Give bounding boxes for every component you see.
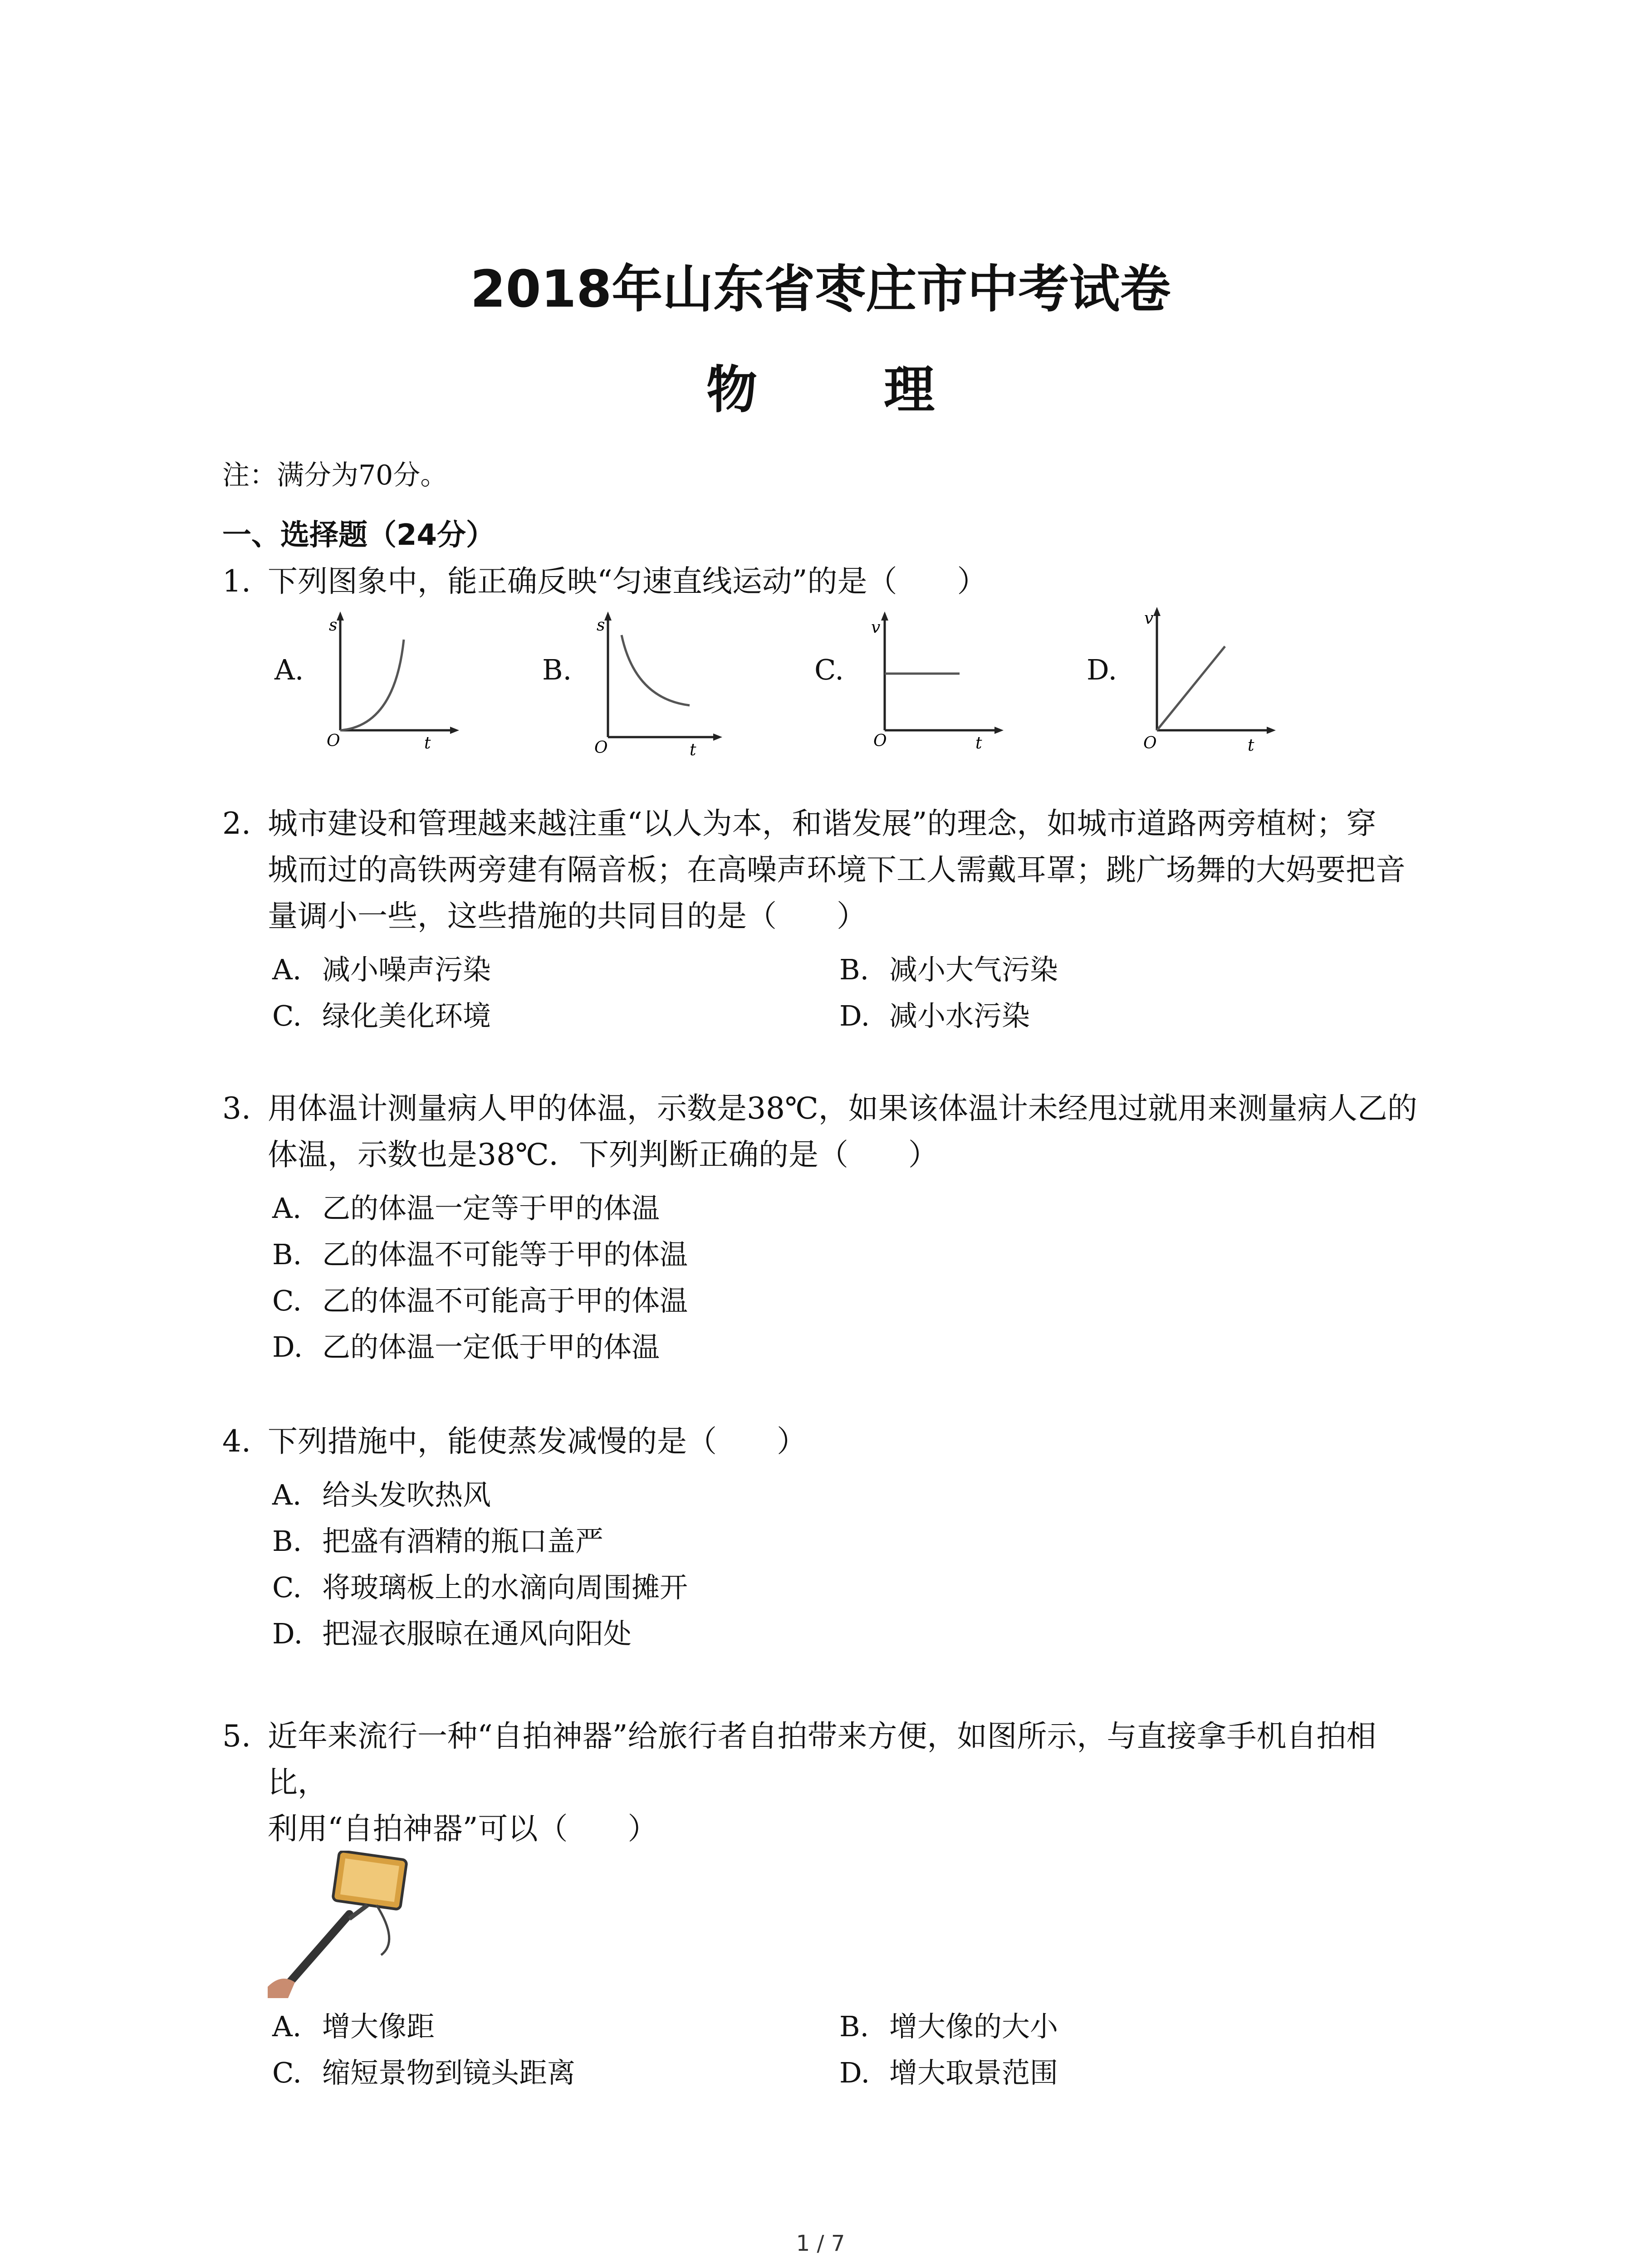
question-line: 用体温计测量病人甲的体温，示数是38℃，如果该体温计未经甩过就用来测量病人乙的 bbox=[268, 1091, 1417, 1126]
exam-title: 2018年山东省枣庄市中考试卷 bbox=[470, 260, 1171, 319]
question-number: 2. bbox=[222, 806, 251, 841]
question-line: 量调小一些，这些措施的共同目的是（ ） bbox=[268, 899, 867, 934]
option-a: A. 减小噪声污染 bbox=[272, 953, 491, 986]
graph-d bbox=[1134, 603, 1279, 758]
option-label-c: C. bbox=[814, 653, 844, 686]
origin-label: O bbox=[873, 732, 887, 750]
option-d: D. 增大取景范围 bbox=[839, 2056, 1058, 2089]
question-line: 城市建设和管理越来越注重“以人为本，和谐发展”的理念，如城市道路两旁植树；穿 bbox=[268, 806, 1376, 841]
origin-label: O bbox=[1143, 734, 1157, 753]
option-label-b: B. bbox=[542, 653, 572, 686]
option-a: A. 乙的体温一定等于甲的体温 bbox=[272, 1192, 660, 1225]
option-label-d: D. bbox=[1087, 653, 1117, 686]
option-label-a: A. bbox=[274, 653, 304, 686]
origin-label: O bbox=[594, 738, 608, 757]
question-text: 下列图象中，能正确反映“匀速直线运动”的是（ ） bbox=[268, 564, 987, 599]
option-c: C. 缩短景物到镜头距离 bbox=[272, 2056, 576, 2089]
section-heading: 一、选择题（24分） bbox=[222, 518, 495, 552]
option-c: C. 绿化美化环境 bbox=[272, 999, 491, 1032]
option-b: B. 乙的体温不可能等于甲的体温 bbox=[272, 1238, 688, 1271]
score-note: 注：满分为70分。 bbox=[222, 459, 448, 491]
option-d: D. 乙的体温一定低于甲的体温 bbox=[272, 1330, 660, 1364]
y-axis-label: s bbox=[329, 616, 338, 635]
question-line: 利用“自拍神器”可以（ ） bbox=[268, 1811, 658, 1846]
question-number: 5. bbox=[222, 1719, 251, 1754]
option-d: D. 减小水污染 bbox=[839, 999, 1030, 1032]
selfie-stick-image bbox=[263, 1851, 426, 2000]
question-line: 体温，示数也是38℃．下列判断正确的是（ ） bbox=[268, 1137, 938, 1172]
x-axis-label: t bbox=[1248, 736, 1254, 755]
option-c: C. 乙的体温不可能高于甲的体温 bbox=[272, 1284, 688, 1317]
y-axis-label: s bbox=[597, 616, 605, 635]
option-a: A. 增大像距 bbox=[272, 2010, 435, 2043]
question-line: 城而过的高铁两旁建有隔音板；在高噪声环境下工人需戴耳罩；跳广场舞的大妈要把音 bbox=[268, 852, 1406, 887]
x-axis-label: t bbox=[690, 741, 696, 759]
question-number: 4. bbox=[222, 1424, 251, 1459]
option-c: C. 将玻璃板上的水滴向周围摊开 bbox=[272, 1571, 688, 1604]
graph-c bbox=[862, 608, 1007, 753]
option-b: B. 增大像的大小 bbox=[839, 2010, 1058, 2043]
graph-b bbox=[585, 608, 730, 762]
subject-title: 物 理 bbox=[706, 361, 989, 420]
option-b: B. 把盛有酒精的瓶口盖严 bbox=[272, 1525, 604, 1558]
question-line: 比， bbox=[268, 1765, 328, 1800]
option-b: B. 减小大气污染 bbox=[839, 953, 1058, 986]
x-axis-label: t bbox=[975, 734, 982, 753]
origin-label: O bbox=[327, 732, 340, 750]
option-a: A. 给头发吹热风 bbox=[272, 1478, 491, 1511]
question-line: 近年来流行一种“自拍神器”给旅行者自拍带来方便，如图所示，与直接拿手机自拍相 bbox=[268, 1719, 1376, 1754]
option-d: D. 把湿衣服晾在通风向阳处 bbox=[272, 1617, 632, 1650]
page-number: 1 / 7 bbox=[796, 2231, 845, 2256]
y-axis-label: v bbox=[1144, 609, 1154, 628]
question-number: 1. bbox=[222, 564, 251, 599]
y-axis-label: v bbox=[871, 618, 881, 637]
x-axis-label: t bbox=[424, 734, 431, 753]
graph-a bbox=[318, 608, 463, 753]
question-number: 3. bbox=[222, 1091, 251, 1126]
question-line: 下列措施中，能使蒸发减慢的是（ ） bbox=[268, 1424, 807, 1459]
